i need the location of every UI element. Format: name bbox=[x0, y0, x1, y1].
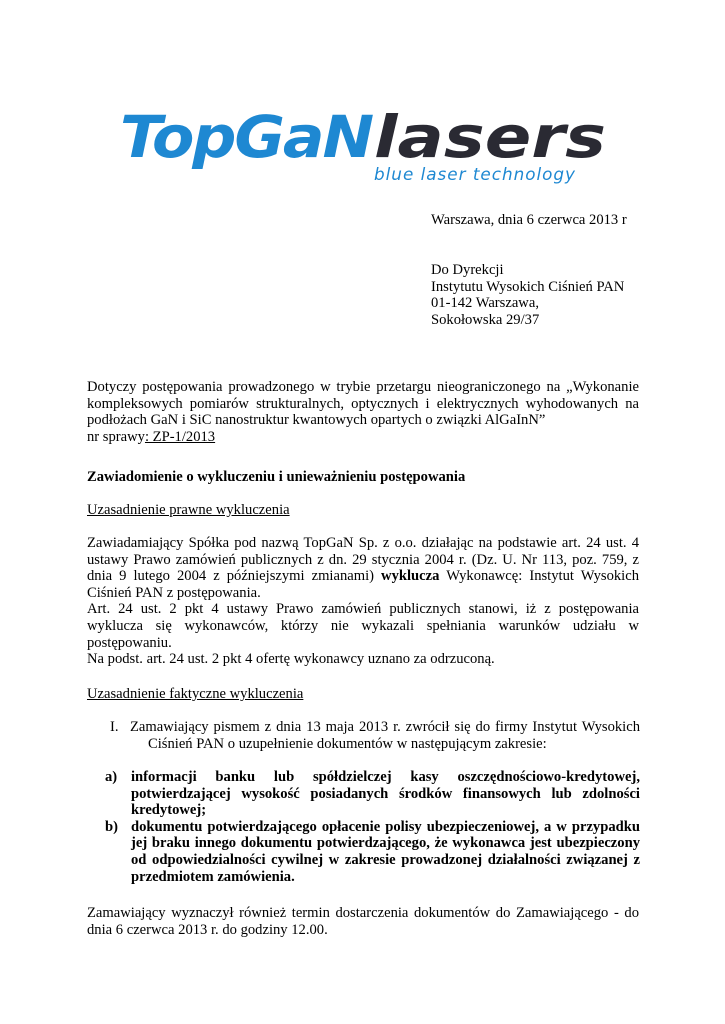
legal-p2-line-3: postępowaniu. bbox=[87, 634, 172, 651]
subject-line-3: podłożach GaN i SiC nanostruktur kwantowych opartych o związki AlGaInN” bbox=[87, 412, 546, 429]
closing-line-1: Zamawiający wyznaczył również termin dostarczenia dokumentów do Zamawiającego - do bbox=[87, 905, 639, 921]
factual-heading-text: Uzasadnienie faktyczne wykluczenia bbox=[87, 686, 304, 702]
item-a-line-1: informacji banku lub spółdzielczej kasy oszczędnościowo-kredytowej, bbox=[131, 769, 640, 785]
closing-paragraph bbox=[87, 905, 639, 938]
address-line-4: Sokołowska 29/37 bbox=[431, 311, 540, 328]
recipient-address bbox=[431, 262, 624, 328]
address-line-1: Do Dyrekcji bbox=[431, 262, 504, 278]
address-line-3: 01-142 Warszawa, bbox=[431, 295, 539, 312]
company-logo bbox=[112, 105, 612, 190]
list-marker: b) bbox=[105, 818, 118, 835]
item-b-line-1: dokumentu potwierdzającego opłacenie polisy ubezpieczeniowej, a w przypadku bbox=[131, 818, 640, 835]
subject-line-2: kompleksowych pomiarów strukturalnych, optycznych i elektrycznych wyhodowanych na bbox=[87, 395, 639, 412]
list-item bbox=[105, 819, 640, 885]
factual-line-2: Ciśnień PAN o uzupełnienie dokumentów w następującym zakresie: bbox=[148, 736, 547, 752]
legal-p1-line-1: Zawiadamiający Spółka pod nazwą TopGaN Sp. z o.o. działając na podstawie art. 24 ust. 4 bbox=[87, 535, 639, 551]
document-list bbox=[105, 769, 640, 885]
item-b-line-4: przedmiotem zamówienia. bbox=[131, 868, 295, 885]
subject-line-1: Dotyczy postępowania prowadzonego w trybie przetargu nieograniczonego na „Wykonanie bbox=[87, 379, 639, 395]
factual-line-1: Zamawiający pismem z dnia 13 maja 2013 r. zwrócił się do firmy Instytut Wysokich bbox=[130, 719, 640, 735]
legal-p1-bold-word: wyklucza bbox=[381, 568, 440, 585]
legal-p2-line-2: wyklucza się wykonawców, którzy nie wykazali spełniania warunków udziału w bbox=[87, 617, 639, 634]
factual-numeral: I. bbox=[110, 719, 119, 735]
legal-p1-line-3-b: Wykonawcę: Instytut Wysokich bbox=[446, 568, 640, 585]
case-number: : ZP-1/2013 bbox=[144, 428, 216, 445]
logo-brand-blue: TopGaN bbox=[120, 105, 374, 171]
legal-p1-line-4: Ciśnień PAN z postępowania. bbox=[87, 584, 261, 601]
legal-p3: Na podst. art. 24 ust. 2 pkt 4 ofertę wykonawcy uznano za odrzuconą. bbox=[87, 651, 495, 668]
item-a-line-2: potwierdzającej wysokość posiadanych środków finansowych lub zdolności bbox=[131, 785, 640, 802]
case-number-line bbox=[87, 429, 639, 446]
subject-paragraph bbox=[87, 379, 639, 445]
list-item bbox=[105, 769, 640, 819]
logo-brand-dark: lasers bbox=[374, 105, 606, 171]
notice-heading: Zawiadomienie o wykluczeniu i unieważnieniu postępowania bbox=[87, 469, 466, 485]
item-b-line-3: od odpowiedzialności cywilnej w zakresie prowadzonej działalności związanej z bbox=[131, 851, 640, 868]
address-line-2: Instytutu Wysokich Ciśnień PAN bbox=[431, 278, 625, 295]
case-prefix: nr sprawy bbox=[87, 428, 145, 445]
legal-p1-line-3 bbox=[87, 568, 639, 585]
closing-line-2: dnia 6 czerwca 2013 r. do godziny 12.00. bbox=[87, 921, 328, 938]
legal-p1-line-2: ustawy Prawo zamówień publicznych z dn. 29 stycznia 2004 r. (Dz. U. Nr 113, poz. 759, z bbox=[87, 551, 639, 568]
item-b-line-2: jej braku innego dokumentu potwierdzającego, że wykonawca jest ubezpieczony bbox=[131, 835, 640, 852]
item-a-line-3: kredytowej; bbox=[131, 802, 207, 819]
legal-heading-text: Uzasadnienie prawne wykluczenia bbox=[87, 502, 290, 518]
legal-p1-line-3-a: dnia 9 lutego 2004 z późniejszymi zmianami) bbox=[87, 568, 374, 585]
legal-paragraph bbox=[87, 535, 639, 668]
factual-heading bbox=[87, 686, 303, 703]
list-marker: a) bbox=[105, 769, 118, 785]
legal-heading bbox=[87, 502, 290, 519]
date-line: Warszawa, dnia 6 czerwca 2013 r bbox=[431, 212, 627, 228]
legal-p2-line-1: Art. 24 ust. 2 pkt 4 ustawy Prawo zamówień publicznych stanowi, iż z postępowania bbox=[87, 601, 639, 618]
logo-tagline: blue laser technology bbox=[374, 165, 576, 185]
